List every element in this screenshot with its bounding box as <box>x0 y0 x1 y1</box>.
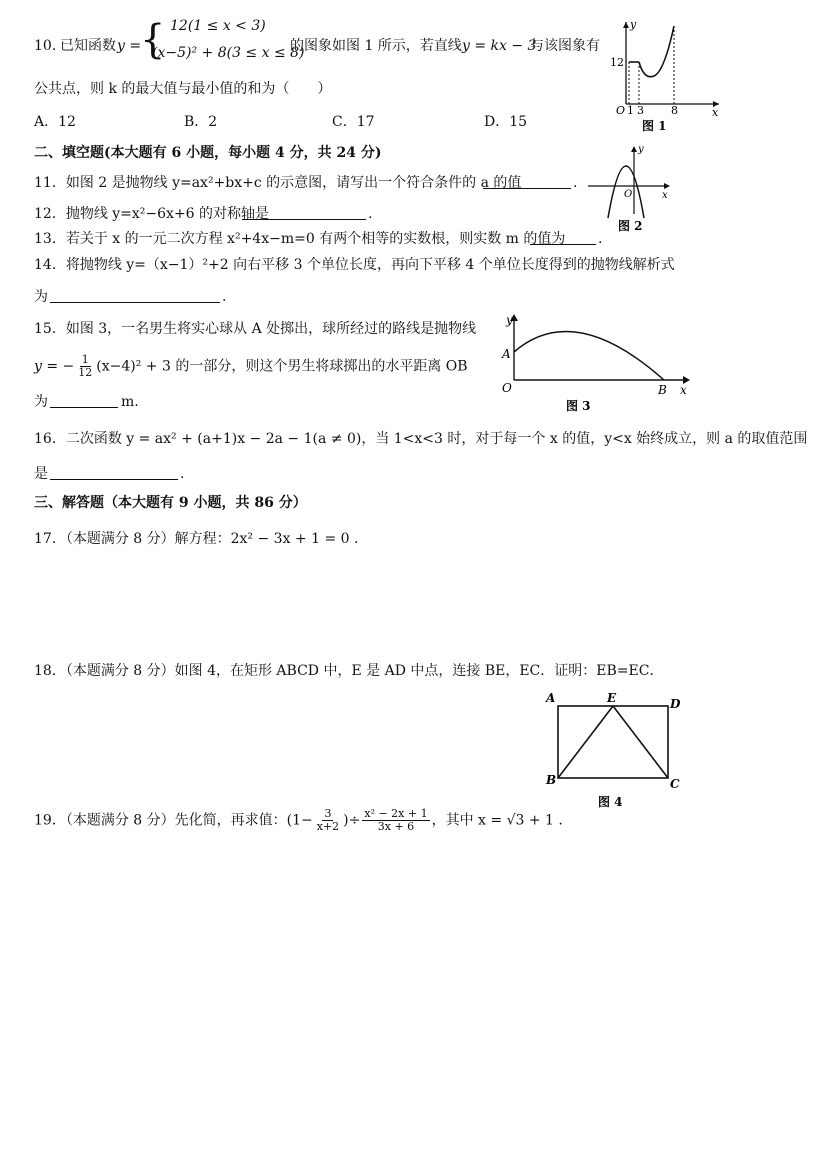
q19-prefix: 19．（本题满分 8 分）先化简，再求值：(1− <box>34 812 313 829</box>
figure-4 <box>540 686 690 812</box>
q13-answer-blank[interactable] <box>530 230 596 245</box>
q14-text: 14．将抛物线 y=（x−1）²+2 向右平移 3 个单位长度，再向下平移 4 个单位长度得到的抛物线解析式 <box>34 257 675 273</box>
q10-option-c: C．17 <box>332 114 375 130</box>
fig4-label-c: C <box>670 777 680 791</box>
q14-answer-blank[interactable] <box>50 288 220 303</box>
q10-y-equals: y = <box>117 38 142 54</box>
fig3-trajectory <box>514 332 664 380</box>
q15-frac-num: 1 <box>81 353 89 366</box>
fig3-y-label: y <box>506 313 513 327</box>
q12-answer-blank[interactable] <box>242 205 366 220</box>
q10-number: 10． <box>34 38 66 54</box>
q19-f1-num: 3 <box>324 807 332 820</box>
fig3-caption: 图 3 <box>566 399 591 413</box>
q15-eq-prefix: y = − <box>34 358 75 375</box>
q16-text: 16．二次函数 y = ax² + (a+1)x − 2a − 1(a ≠ 0)，当 1<x<3 时，对于每一个 x 的值，y<x 始终成立，则 a 的取值范围 <box>34 431 808 447</box>
q11-end: . <box>573 175 578 191</box>
q18-text: 18．（本题满分 8 分）如图 4，在矩形 ABCD 中，E 是 AD 中点，连接 BE，EC．证明：EB=EC． <box>34 663 664 679</box>
q19-fraction-2 <box>362 808 429 833</box>
section-3-heading: 三、解答题（本大题有 9 小题，共 86 分） <box>34 495 307 511</box>
q10-prefix: 已知函数 <box>60 38 116 54</box>
fig2-caption: 图 2 <box>618 219 643 233</box>
fig4-label-a: A <box>546 691 556 705</box>
q16-end: . <box>180 466 185 482</box>
q10-post2: 与该图象有 <box>530 38 600 54</box>
q15-eq-post: (x−4)² + 3 的一部分，则这个男生将球掷出的水平距离 OB <box>96 358 468 375</box>
fig1-x-label: x <box>712 106 719 119</box>
fig3-point-b: B <box>658 383 667 397</box>
fig4-label-e: E <box>607 691 617 705</box>
fig4-segment-be <box>558 706 613 778</box>
fig2-y-label: y <box>638 144 644 155</box>
q15-equation <box>34 354 468 379</box>
q15-line3: 为 <box>34 394 48 410</box>
q11-answer-blank[interactable] <box>483 174 571 189</box>
q15-unit: m. <box>121 394 139 410</box>
figure-1 <box>604 16 724 134</box>
q10-option-a: A．12 <box>34 114 76 130</box>
section-2-heading: 二、填空题(本大题有 6 小题，每小题 4 分，共 24 分) <box>34 145 382 161</box>
fig1-origin: O <box>616 104 626 117</box>
q10-post1: 的图象如图 1 所示，若直线 <box>290 38 462 54</box>
q10-case2: (x−5)² + 8(3 ≤ x ≤ 8) <box>152 45 305 61</box>
q19-mid: )÷ <box>343 812 361 829</box>
q14-line2: 为 <box>34 289 48 305</box>
figure-3 <box>494 310 694 414</box>
figure-2 <box>586 142 674 234</box>
q12-end: . <box>368 206 373 222</box>
fig4-segment-ec <box>613 706 668 778</box>
q10-brace: { <box>140 17 166 63</box>
q16-answer-blank[interactable] <box>50 465 178 480</box>
q19-f2-den: 3x + 6 <box>377 820 415 833</box>
fig2-origin: O <box>624 189 633 200</box>
fig1-tick-3: 3 <box>637 104 644 117</box>
q14-end: . <box>222 289 227 305</box>
fig1-tick-8: 8 <box>671 104 678 117</box>
fig3-x-label: x <box>680 383 687 397</box>
fig4-label-d: D <box>670 697 681 711</box>
q10-line2: 公共点，则 k 的最大值与最小值的和为（ ） <box>34 81 332 97</box>
fig2-x-label: x <box>662 190 668 201</box>
q15-answer-blank[interactable] <box>50 393 118 408</box>
q15-text: 15．如图 3，一名男生将实心球从 A 处掷出，球所经过的路线是抛物线 <box>34 321 477 337</box>
q11-text: 11．如图 2 是抛物线 y=ax²+bx+c 的示意图，请写出一个符合条件的 a 的值 <box>34 175 522 191</box>
fig1-y-label: y <box>630 18 637 31</box>
q10-option-d: D．15 <box>484 114 528 130</box>
q19-text <box>34 808 563 833</box>
fig1-tick-12: 12 <box>610 56 624 69</box>
q19-f1-den: x+2 <box>316 820 340 833</box>
fig1-tick-1: 1 <box>627 104 634 117</box>
q13-end: . <box>598 231 603 247</box>
q19-fraction-1 <box>315 808 341 833</box>
q10-line-eq: y = kx − 3 <box>462 38 537 54</box>
fig1-caption: 图 1 <box>642 119 667 133</box>
q10-option-b: B．2 <box>184 114 218 130</box>
q12-text: 12．抛物线 y=x²−6x+6 的对称轴是 <box>34 206 270 222</box>
q16-line2: 是 <box>34 466 48 482</box>
fig4-label-b: B <box>546 773 557 787</box>
q19-f2-num: x² − 2x + 1 <box>364 807 428 820</box>
q19-post: ，其中 x = √3 + 1 . <box>431 812 563 829</box>
q15-fraction <box>76 354 94 379</box>
fig1-curve <box>639 26 674 77</box>
fig4-rectangle <box>558 706 668 778</box>
q10-case1: 12(1 ≤ x < 3) <box>170 18 266 34</box>
q15-frac-den: 12 <box>78 366 93 379</box>
q17-text: 17．（本题满分 8 分）解方程：2x² − 3x + 1 = 0 . <box>34 531 359 547</box>
q13-text: 13．若关于 x 的一元二次方程 x²+4x−m=0 有两个相等的实数根，则实数 m 的值为 <box>34 231 566 247</box>
fig3-point-a: A <box>502 347 511 361</box>
fig4-caption: 图 4 <box>598 795 623 809</box>
fig3-origin: O <box>502 381 512 395</box>
